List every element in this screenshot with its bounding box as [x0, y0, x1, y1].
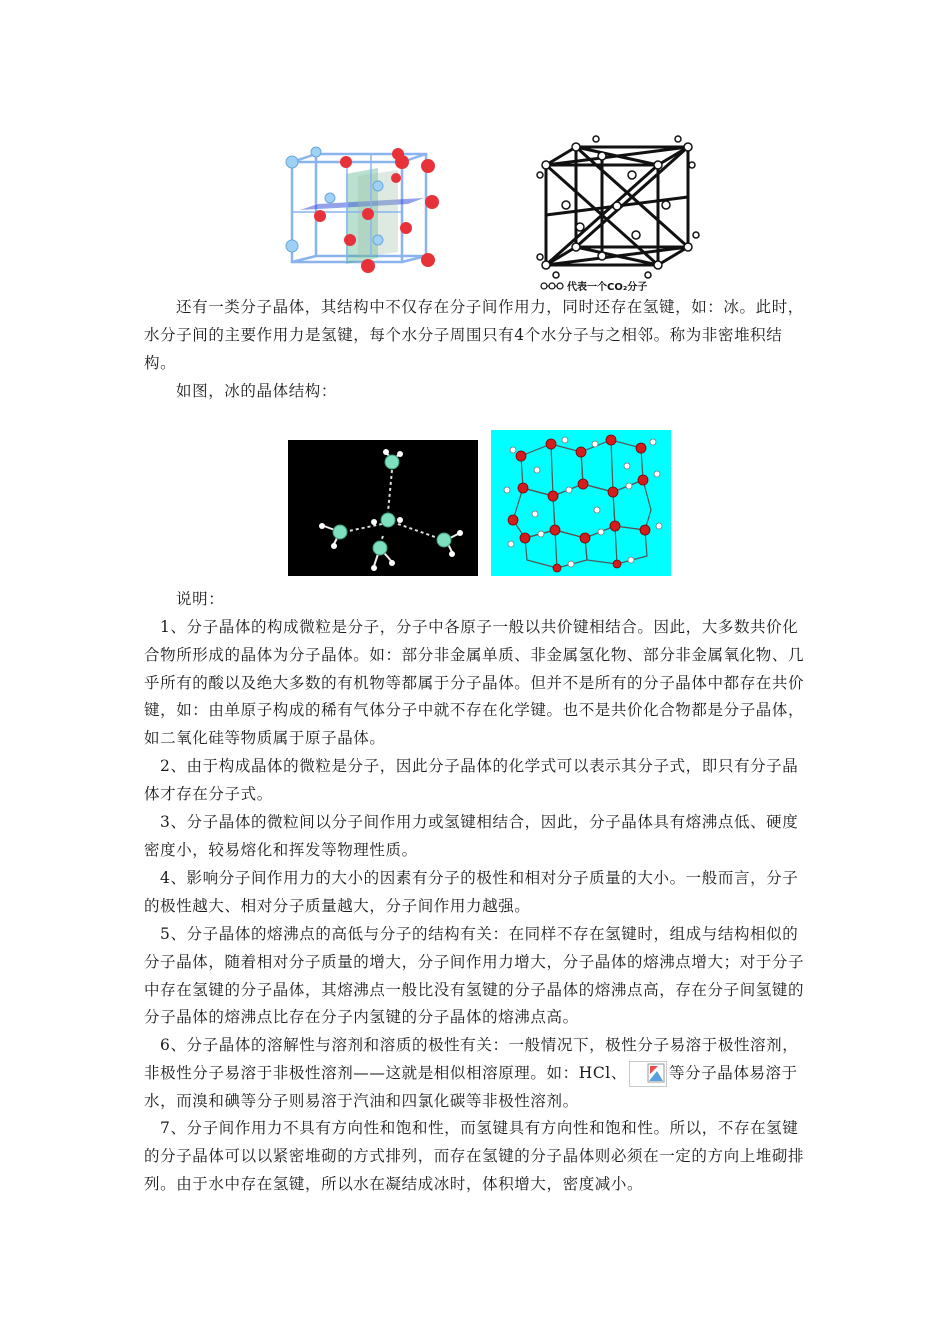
- note-3: 3、分子晶体的微粒间以分子间作用力或氢键相结合，因此，分子晶体具有熔沸点低、硬度密度小，较易熔化和挥发等物理性质。: [144, 813, 799, 859]
- co2-unit-cell-diagram: [536, 135, 701, 293]
- co2-legend-caption: 代表一个CO₂分子: [567, 282, 648, 293]
- co2-crystal-model-image: [278, 140, 443, 280]
- ice-crystal-lattice-image: [491, 430, 671, 576]
- paragraph-ice-intro: 还有一类分子晶体，其结构中不仅存在分子间作用力，同时还存在氢键，如：冰。此时，水分子间的主要作用力是氢键，每个水分子周围只有4个水分子与之相邻。称为非密堆积结构。: [144, 298, 804, 372]
- note-7: 7、分子间作用力不具有方向性和饱和性，而氢键具有方向性和饱和性。所以，不存在氢键的分子晶体可以以紧密堆砌的方式排列，而存在氢键的分子晶体则必须在一定的方向上堆砌排列。由于水中存在氢键，所以水在凝结成冰时，体积增大，密度减小。: [144, 1119, 805, 1193]
- co2-legend-symbol: [541, 283, 563, 289]
- note-6: [144, 1032, 814, 1115]
- note-6-text-before: 6、分子晶体的溶解性与溶剂和溶质的极性有关：一般情况下，极性分子易溶于极性溶剂，非极性分子易溶于非极性溶剂——这就是相似相溶原理。如：HCl、: [144, 1036, 799, 1082]
- paragraph-ice-figure-intro: 如图，冰的晶体结构：: [176, 382, 338, 400]
- broken-image-icon: [629, 1061, 667, 1087]
- note-2: 2、由于构成晶体的微粒是分子，因此分子晶体的化学式可以表示其分子式，即只有分子晶体才存在分子式。: [144, 757, 799, 803]
- note-4: 4、影响分子间作用力的大小的因素有分子的极性和相对分子质量的大小。一般而言，分子的极性越大、相对分子质量越大，分子间作用力越强。: [144, 869, 799, 915]
- note-6-text-after: 等分子晶体易溶于水，而溴和碘等分子则易溶于汽油和四氯化碳等非极性溶剂。: [144, 1063, 798, 1110]
- notes-title: 说明：: [176, 590, 225, 608]
- note-1: 1、分子晶体的构成微粒是分子，分子中各原子一般以共价键相结合。因此，大多数共价化合物所形成的晶体为分子晶体。如：部分非金属单质、非金属氢化物、部分非金属氧化物、几乎所有的酸以及绝大多数的有机物等都属于分子晶体。但并不是所有的分子晶体中都存在共价键，如：由单原子构成的稀有气体分子中就不存在化学键。也不是共价化合物都是分子晶体，如二氧化硅等物质属于原子晶体。: [144, 618, 805, 748]
- water-hydrogen-bond-image: [288, 440, 478, 576]
- note-5: 5、分子晶体的熔沸点的高低与分子的结构有关：在同样不存在氢键时，组成与结构相似的分子晶体，随着相对分子质量的增大，分子间作用力增大，分子晶体的熔沸点增大；对于分子中存在氢键的分子晶体，其熔沸点一般比没有氢键的分子晶体的熔沸点高，存在分子间氢键的分子晶体的熔沸点比存在分子内氢键的分子晶体的熔沸点高。: [144, 925, 805, 1027]
